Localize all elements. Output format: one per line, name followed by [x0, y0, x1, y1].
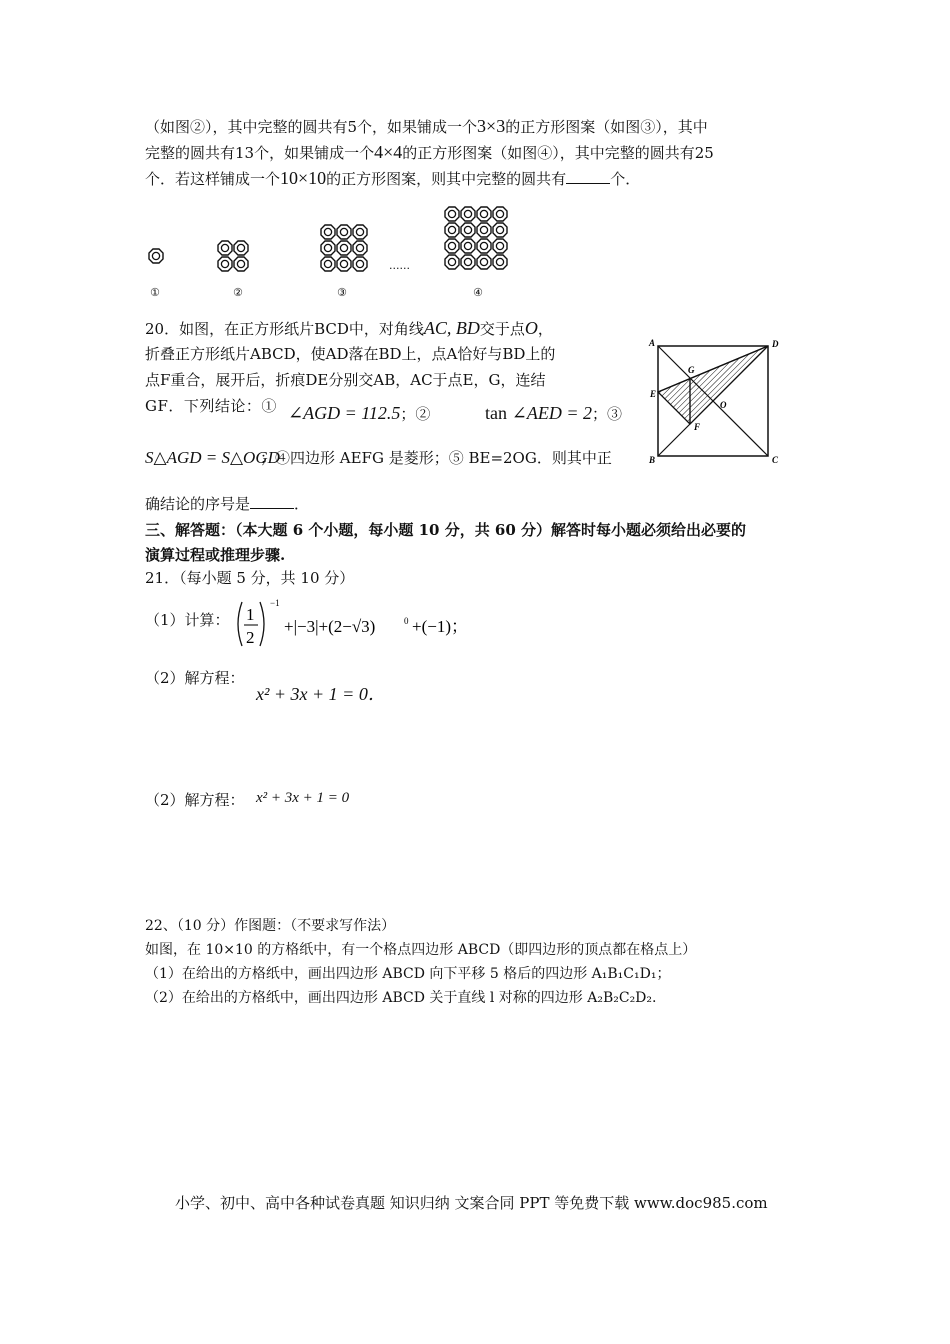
- fig-label-3: ③: [337, 286, 347, 299]
- q22-line-2: 如图，在 10×10 的方格纸中，有一个格点四边形 ABCD（即四边形的顶点都在格点上）: [145, 942, 697, 958]
- fraction-denominator: 2: [246, 628, 255, 647]
- circle-pattern-figures: [140, 200, 580, 300]
- answer-blank-20: [250, 494, 294, 509]
- q21-part-3: （2）解方程：: [145, 791, 245, 809]
- label-d: D: [772, 339, 779, 349]
- q20-line-2: 折叠正方形纸片ABCD，使AD落在BD上，点A恰好与BD上的: [145, 345, 556, 363]
- formula-area-equal: S△AGD = S△OGD: [145, 448, 280, 467]
- q19-line-2: 完整的圆共有13个，如果铺成一个4×4的正方形图案（如图④），其中完整的圆共有25: [145, 142, 714, 162]
- exponent-minus-one: −1: [270, 598, 280, 608]
- math-ac-bd: AC, BD: [423, 318, 480, 338]
- label-e: E: [650, 389, 657, 399]
- q22-line-4: （2）在给出的方格纸中，画出四边形 ABCD 关于直线 l 对称的四边形 A₂B₂C₂D₂.: [145, 990, 657, 1006]
- label-o: O: [720, 400, 727, 410]
- section-3-heading: 三、解答题：（本大题 6 个小题，每小题 10 分，共 60 分）解答时每小题必须给出必要的: [145, 521, 747, 539]
- q21-part-2: （2）解方程：: [145, 669, 245, 687]
- expr-tail: +(−1)；: [412, 617, 468, 636]
- q21-part-1-expression: [232, 596, 482, 652]
- formula-tan-aed: tan ∠AED = 2；③: [485, 403, 623, 423]
- exponent-zero: 0: [404, 616, 409, 626]
- page-footer: 小学、初中、高中各种试卷真题 知识归纳 文案合同 PPT 等免费下载 www.doc985.com: [175, 1194, 768, 1212]
- q21-part-2-equation: x² + 3x + 1 = 0．: [256, 684, 386, 704]
- fig-label-2: ②: [233, 286, 243, 299]
- label-c: C: [772, 455, 779, 465]
- q21-part-3-equation: x² + 3x + 1 = 0: [256, 790, 350, 806]
- formula-angle-agd: ∠AGD = 112.5；②: [288, 403, 431, 423]
- label-g: G: [688, 365, 695, 375]
- math-o: O: [524, 318, 538, 338]
- pattern-3: [320, 224, 368, 272]
- math-10x10: 10×10: [280, 168, 327, 188]
- q20-line-5: ；④四边形 AEFG 是菱形；⑤ BE=2OG．则其中正: [260, 449, 612, 467]
- section-3-subheading: 演算过程或推理步骤.: [145, 546, 286, 564]
- square-fold-figure: [648, 336, 784, 466]
- label-b: B: [649, 455, 656, 465]
- pattern-2: [217, 240, 249, 272]
- fig-label-1: ①: [150, 286, 160, 299]
- q20-line-6: 确结论的序号是 ．: [145, 495, 310, 513]
- q20-line-4: GF．下列结论：①: [145, 397, 277, 415]
- pattern-4: [444, 206, 508, 270]
- q19-line-3: 个．若这样铺成一个10×10的正方形图案，则其中完整的圆共有 个．: [145, 168, 641, 188]
- fig-label-4: ④: [473, 286, 483, 299]
- q22-line-3: （1）在给出的方格纸中，画出四边形 ABCD 向下平移 5 格后的四边形 A₁B₁C₁D₁；: [145, 966, 671, 982]
- math-3x3: 3×3: [477, 116, 506, 136]
- fraction-numerator: 1: [246, 605, 255, 624]
- label-f: F: [694, 422, 701, 432]
- q21-heading: 21．（每小题 5 分，共 10 分）: [145, 569, 355, 587]
- pattern-1: [148, 248, 164, 264]
- q20-line-1: 20．如图，在正方形纸片BCD中，对角线AC, BD交于点O，: [145, 318, 553, 338]
- answer-blank-19: [566, 169, 610, 184]
- q22-line-1: 22、（10 分）作图题：（不要求写作法）: [145, 918, 396, 934]
- q20-line-3: 点F重合，展开后，折痕DE分别交AB，AC于点E，G，连结: [145, 371, 546, 389]
- expr-rest: +|−3|+(2−√3): [284, 617, 376, 636]
- q21-part-1: （1）计算：: [145, 611, 230, 629]
- math-4x4: 4×4: [374, 142, 403, 162]
- q19-line-1: （如图②），其中完整的圆共有5个，如果铺成一个3×3的正方形图案（如图③），其中: [145, 116, 708, 136]
- label-a: A: [649, 338, 656, 348]
- ellipsis: ......: [389, 259, 410, 272]
